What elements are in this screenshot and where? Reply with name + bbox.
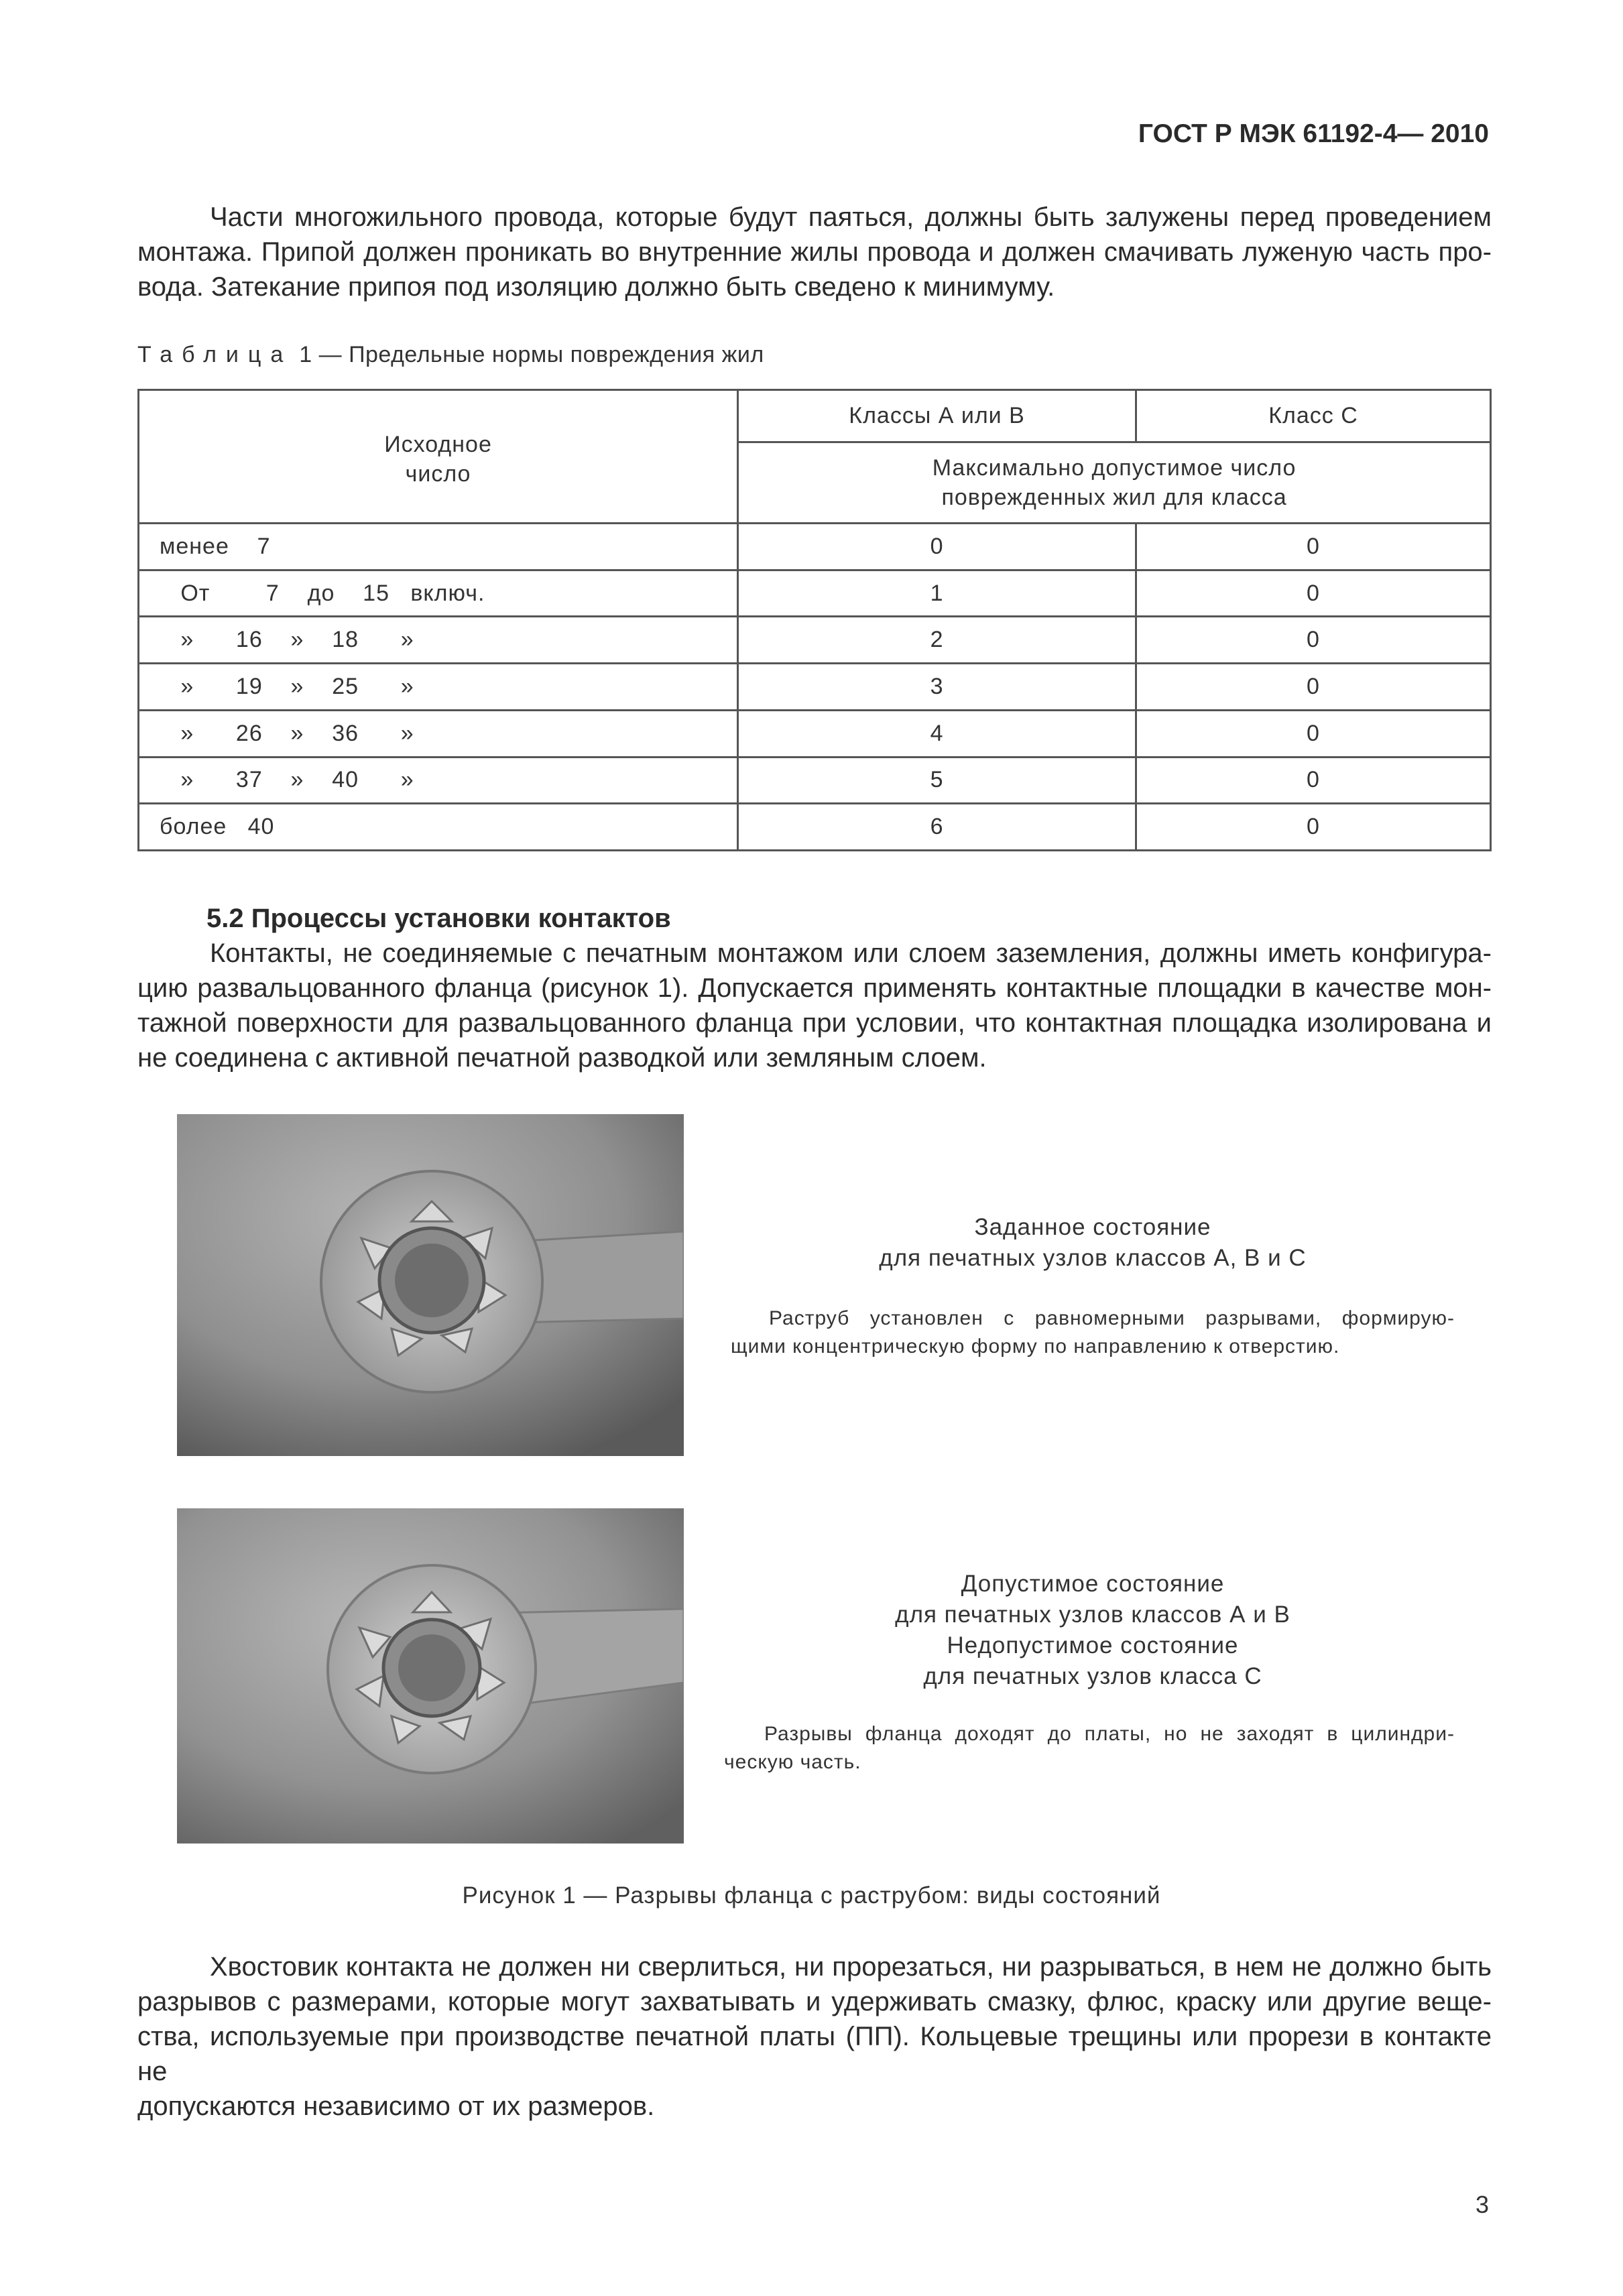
cell-class-c: 0 xyxy=(1136,710,1490,757)
intro-paragraph xyxy=(137,200,1492,304)
figure-panel-1-title-line-1: Заданное состояние xyxy=(974,1214,1211,1240)
figure-panel-2-title-line-2: для печатных узлов классов А и В xyxy=(895,1602,1290,1628)
damage-norms-table xyxy=(137,389,1492,851)
table-row xyxy=(139,523,1491,570)
flange-photo-acceptable xyxy=(177,1508,684,1844)
closing-line-1: Хвостовик контакта не должен ни сверлиться, ни прорезаться, ни разрываться, в нем не должно быть xyxy=(210,1952,1492,1982)
cell-class-ab: 4 xyxy=(738,710,1136,757)
cell-class-c: 0 xyxy=(1136,757,1490,804)
header-max-line-2: поврежденных жил для класса xyxy=(941,484,1287,510)
closing-paragraph xyxy=(137,1949,1492,2124)
table-row xyxy=(139,757,1491,804)
cell-range: менее 7 xyxy=(139,523,738,570)
cell-class-c: 0 xyxy=(1136,617,1490,664)
header-initial-line-2: число xyxy=(405,461,471,487)
header-class-c: Класс С xyxy=(1136,390,1490,442)
section-title: 5.2 Процессы установки контактов xyxy=(206,904,671,933)
flange-photo-target xyxy=(177,1114,684,1456)
figure-panel-2-note-line-1: Разрывы фланца доходят до платы, но не заходят в цилиндри- xyxy=(764,1723,1455,1745)
intro-line-2: монтажа. Припой должен проникать во внутренние жилы провода и должен смачивать луженую часть про- xyxy=(137,237,1492,267)
section-line-3: тажной поверхности для развальцованного фланца при условии, что контактная площадка изолирована и xyxy=(137,1008,1492,1038)
figure-panel-2-title-line-1: Допустимое состояние xyxy=(961,1571,1225,1597)
figure-panel-2-note xyxy=(724,1720,1455,1776)
header-max-line-1: Максимально допустимое число xyxy=(932,455,1297,481)
cell-class-ab: 1 xyxy=(738,570,1136,617)
section-paragraph xyxy=(137,936,1492,1075)
document-code: ГОСТ Р МЭК 61192-4— 2010 xyxy=(1138,119,1489,148)
page-number: 3 xyxy=(1475,2191,1489,2218)
table-row xyxy=(139,617,1491,664)
header-max-damaged xyxy=(738,442,1491,523)
cell-class-c: 0 xyxy=(1136,523,1490,570)
cell-range: » 26 » 36 » xyxy=(139,710,738,757)
cell-class-ab: 3 xyxy=(738,664,1136,711)
intro-line-1: Части многожильного провода, которые будут паяться, должны быть залужены перед проведением xyxy=(210,202,1492,232)
figure-panel-2-title-line-4: для печатных узлов класса С xyxy=(923,1663,1262,1689)
cell-range: » 37 » 40 » xyxy=(139,757,738,804)
header-initial-count xyxy=(139,390,738,524)
closing-line-3: ства, используемые при производстве печатной платы (ПП). Кольцевые трещины или прорези в контакте не xyxy=(137,2022,1492,2086)
cell-class-c: 0 xyxy=(1136,570,1490,617)
cell-class-ab: 5 xyxy=(738,757,1136,804)
figure-panel-2-title xyxy=(731,1569,1455,1692)
section-line-2: цию развальцованного фланца (рисунок 1). Допускается применять контактные площадки в качестве мон- xyxy=(137,973,1492,1003)
cell-class-c: 0 xyxy=(1136,804,1490,851)
cell-range: » 16 » 18 » xyxy=(139,617,738,664)
figure-panel-1-title xyxy=(731,1212,1455,1274)
table-row xyxy=(139,570,1491,617)
cell-class-ab: 0 xyxy=(738,523,1136,570)
figure-panel-1-note-line-1: Раструб установлен с равномерными разрывами, формирую- xyxy=(769,1307,1455,1329)
table-row xyxy=(139,710,1491,757)
table-row xyxy=(139,664,1491,711)
cell-range: » 19 » 25 » xyxy=(139,664,738,711)
closing-line-2: разрывов с размерами, которые могут захватывать и удерживать смазку, флюс, краску или другие веще- xyxy=(137,1987,1492,2016)
figure-caption: Рисунок 1 — Разрывы фланца с раструбом: виды состояний xyxy=(462,1882,1161,1909)
table-caption-word: Таблица xyxy=(137,342,293,367)
flange-photo-target-image xyxy=(177,1114,684,1456)
figure-panel-2-title-line-3: Недопустимое состояние xyxy=(947,1632,1239,1658)
cell-class-ab: 2 xyxy=(738,617,1136,664)
figure-panel-2-note-line-2: ческую часть. xyxy=(724,1751,861,1773)
cell-class-ab: 6 xyxy=(738,804,1136,851)
figure-panel-1-title-line-2: для печатных узлов классов А, В и С xyxy=(879,1245,1307,1271)
intro-line-3: вода. Затекание припоя под изоляцию должно быть сведено к минимуму. xyxy=(137,272,1055,302)
cell-range: более 40 xyxy=(139,804,738,851)
header-initial-line-1: Исходное xyxy=(384,432,492,458)
table-caption-text: 1 — Предельные нормы повреждения жил xyxy=(299,342,764,367)
table-row xyxy=(139,804,1491,851)
cell-range: От 7 до 15 включ. xyxy=(139,570,738,617)
section-line-4: не соединена с активной печатной разводкой или земляным слоем. xyxy=(137,1043,987,1073)
figure-panel-1-note-line-2: щими концентрическую форму по направлению к отверстию. xyxy=(731,1335,1340,1357)
cell-class-c: 0 xyxy=(1136,664,1490,711)
flange-photo-acceptable-image xyxy=(177,1508,684,1844)
figure-panel-1-note xyxy=(731,1305,1455,1361)
closing-line-4: допускаются независимо от их размеров. xyxy=(137,2092,655,2121)
section-line-1: Контакты, не соединяемые с печатным монтажом или слоем заземления, должны иметь конфигура- xyxy=(210,939,1492,968)
table-caption xyxy=(137,342,764,368)
header-class-ab: Классы А или В xyxy=(738,390,1136,442)
